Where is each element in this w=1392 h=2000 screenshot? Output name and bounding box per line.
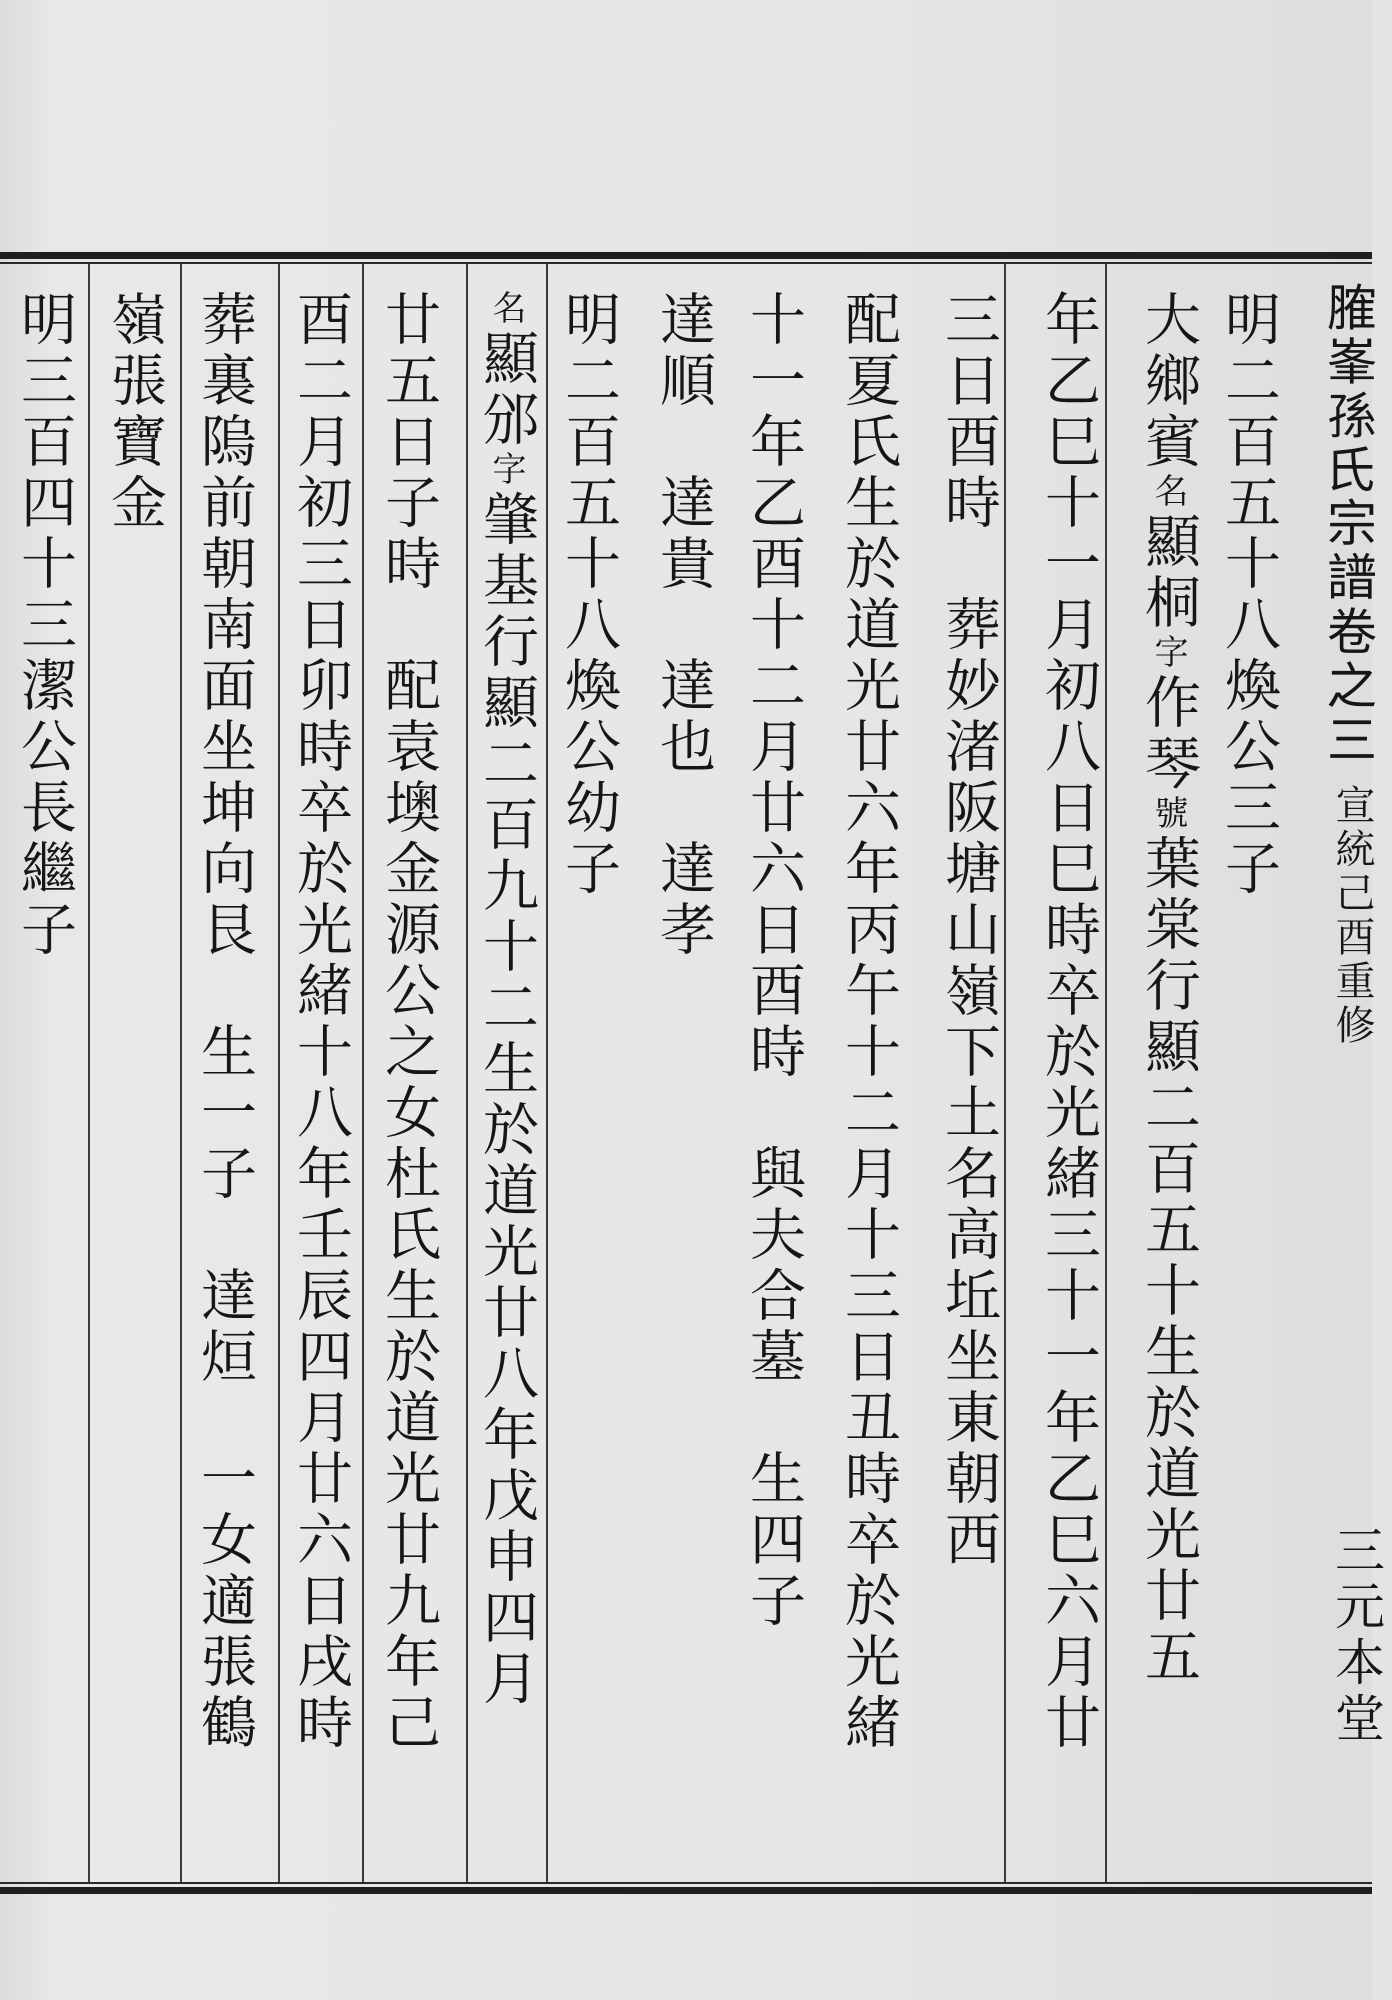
column-rule bbox=[88, 264, 90, 1882]
text-column-9 bbox=[474, 290, 539, 1710]
text-column-3: 年乙巳十一月初八日巳時卒於光緒三十一年乙巳六月廿 bbox=[1036, 290, 1101, 1754]
text-column-13: 嶺張寶金 bbox=[102, 290, 167, 534]
column-rule bbox=[278, 264, 280, 1882]
text-column-7: 達順 達貴 達也 達孝 bbox=[651, 290, 716, 961]
banner-title bbox=[1320, 284, 1380, 770]
annotation-zi: 字 bbox=[1148, 634, 1188, 673]
annotation-ming: 名 bbox=[486, 290, 526, 329]
text-column-2 bbox=[1136, 290, 1201, 1688]
courtesy-name-generation: 肇基行顯二百九十二 bbox=[474, 490, 539, 1039]
text-column-14: 明三百四十三潔公長繼子 bbox=[12, 290, 77, 961]
annotation-ming: 名 bbox=[1148, 473, 1188, 512]
column-rule bbox=[180, 264, 182, 1882]
frame-bottom-border bbox=[0, 1882, 1372, 1894]
personal-name: 顯桐 bbox=[1136, 512, 1201, 634]
birth-record-start: 生於道光廿五 bbox=[1136, 1322, 1201, 1688]
text-column-10: 廿五日子時 配袁墺金源公之女杜氏生於道光廿九年己 bbox=[376, 290, 441, 1754]
title-honorific: 大鄉賓 bbox=[1136, 290, 1201, 473]
column-rule bbox=[362, 264, 364, 1882]
page-banner bbox=[1316, 264, 1385, 1882]
column-rule bbox=[466, 264, 468, 1882]
hall-name: 三元本堂 bbox=[1327, 1524, 1385, 1748]
genealogy-title: 𦞦峯孫氏宗譜 bbox=[1321, 284, 1379, 608]
text-column-6: 十一年乙酉十二月廿六日酉時 與夫合墓 生四子 bbox=[741, 290, 806, 1632]
text-column-8: 明二百五十八煥公幼子 bbox=[556, 290, 621, 900]
text-column-12: 葬裏隖前朝南面坐坤向艮 生一子 達烜 一女適張鶴 bbox=[192, 290, 257, 1754]
personal-name: 顯邠 bbox=[474, 329, 539, 451]
text-column-11: 酉二月初三日卯時卒於光緒十八年壬辰四月廿六日戌時 bbox=[288, 290, 353, 1754]
column-rule bbox=[1105, 264, 1107, 1882]
art-name-generation: 葉棠行顯二百五十 bbox=[1136, 834, 1201, 1322]
birth-record-start: 生於道光廿八年戊申四月 bbox=[474, 1039, 539, 1710]
volume-label: 卷之三 bbox=[1321, 608, 1379, 770]
text-column-5: 配夏氏生於道光廿六年丙午十二月十三日丑時卒於光緒 bbox=[836, 290, 901, 1754]
courtesy-name: 作琴 bbox=[1136, 673, 1201, 795]
annotation-zi: 字 bbox=[486, 451, 526, 490]
text-column-4: 三日酉時 葬妙渚阪塘山嶺下土名高坵坐東朝西 bbox=[936, 290, 1001, 1571]
column-rule bbox=[1004, 264, 1006, 1882]
top-blank-margin bbox=[0, 0, 1372, 250]
column-rule bbox=[546, 264, 548, 1882]
edition-label: 宣統己酉重修 bbox=[1329, 784, 1375, 1048]
frame-top-border bbox=[0, 252, 1372, 264]
text-column-1: 明二百五十八煥公三子 bbox=[1216, 290, 1281, 900]
annotation-hao: 號 bbox=[1148, 795, 1188, 834]
